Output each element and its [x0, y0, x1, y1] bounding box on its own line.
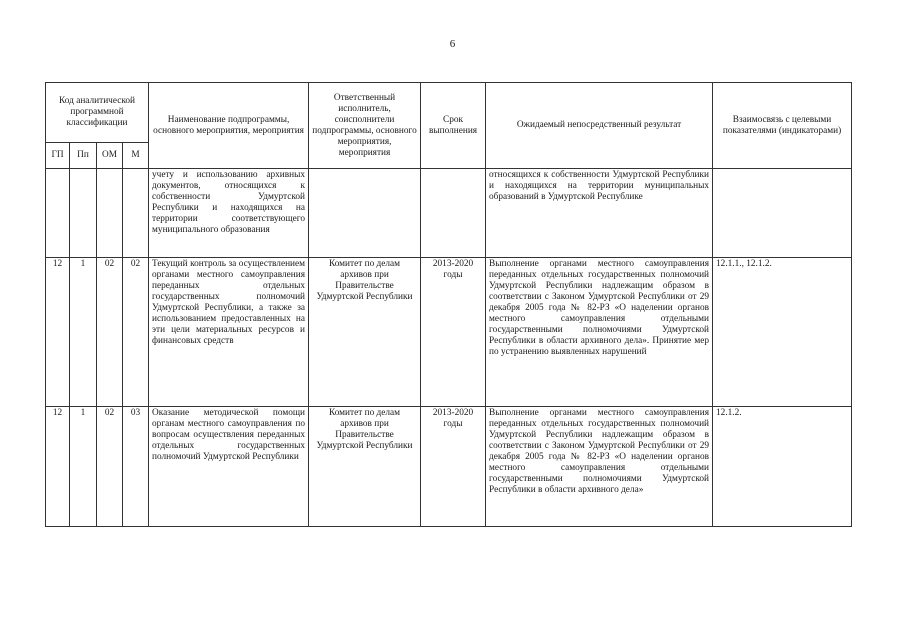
cell-m: 03: [123, 407, 149, 527]
header-code-om: ОМ: [97, 143, 123, 169]
cell-indicator-link: 12.1.2.: [713, 407, 852, 527]
cell-activity-name: учету и использованию архивных документов, относящихся к собственности Удмуртской Республики и находящихся на территории соответствующего муниципального образования: [149, 169, 309, 258]
cell-term: [421, 169, 486, 258]
cell-indicator-link: [713, 169, 852, 258]
cell-activity-name: Оказание методической помощи органам местного самоуправления по вопросам осуществления переданных отдельных государственных полномочий Удмуртской Республики: [149, 407, 309, 527]
table-row: [46, 407, 852, 527]
header-result: Ожидаемый непосредственный результат: [486, 83, 713, 169]
header-executor: Ответственный исполнитель, соисполнители подпрограммы, основного мероприятия, мероприятия: [309, 83, 421, 169]
cell-om: 02: [97, 258, 123, 407]
header-name: Наименование подпрограммы, основного мероприятия, мероприятия: [149, 83, 309, 169]
page-number: 6: [449, 38, 456, 50]
cell-gp: 12: [46, 258, 70, 407]
cell-executor: Комитет по делам архивов при Правительстве Удмуртской Республики: [309, 258, 421, 407]
cell-om: [97, 169, 123, 258]
header-indicator-link: Взаимосвязь с целевыми показателями (индикаторами): [713, 83, 852, 169]
header-code-gp: ГП: [46, 143, 70, 169]
cell-m: 02: [123, 258, 149, 407]
cell-expected-result: Выполнение органами местного самоуправления переданных отдельных государственных полномочий Удмуртской Республики надлежащим образом в соответствии с Законом Удмуртской Республики от 29 декабря 2005 года № 82-РЗ «О наделении органов местного самоуправления отдельными государственными полномочиями Удмуртской Республики в области архивного дела»: [486, 407, 713, 527]
header-term: Срок выполнения: [421, 83, 486, 169]
header-row: [46, 83, 852, 143]
cell-expected-result: относящихся к собственности Удмуртской Республики и находящихся на территории муниципальных образований в Удмуртской Республике: [486, 169, 713, 258]
cell-gp: 12: [46, 407, 70, 527]
cell-gp: [46, 169, 70, 258]
cell-indicator-link: 12.1.1., 12.1.2.: [713, 258, 852, 407]
table-row-continuation: [46, 169, 852, 258]
cell-pp: 1: [70, 258, 97, 407]
cell-expected-result: Выполнение органами местного самоуправления переданных отдельных государственных полномочий Удмуртской Республики надлежащим образом в соответствии с Законом Удмуртской Республики от 29 декабря 2005 года № 82-РЗ «О наделении органов местного самоуправления отдельными государственными полномочиями Удмуртской Республики в области архивного дела». Принятие мер по устранению выявленных нарушений: [486, 258, 713, 407]
header-classification: Код аналитической программной классификации: [46, 83, 149, 143]
cell-pp: 1: [70, 407, 97, 527]
cell-activity-name: Текущий контроль за осуществлением органами местного самоуправления переданных отдельных государственных полномочий Удмуртской Республики, а также за использованием предоставленных на эти цели материальных ресурсов и финансовых средств: [149, 258, 309, 407]
cell-om: 02: [97, 407, 123, 527]
table-row: [46, 258, 852, 407]
header-code-pp: Пп: [70, 143, 97, 169]
cell-m: [123, 169, 149, 258]
cell-term: 2013-2020 годы: [421, 407, 486, 527]
program-activities-table: [45, 82, 852, 527]
header-code-m: М: [123, 143, 149, 169]
cell-executor: [309, 169, 421, 258]
cell-executor: Комитет по делам архивов при Правительстве Удмуртской Республики: [309, 407, 421, 527]
cell-term: 2013-2020 годы: [421, 258, 486, 407]
cell-pp: [70, 169, 97, 258]
